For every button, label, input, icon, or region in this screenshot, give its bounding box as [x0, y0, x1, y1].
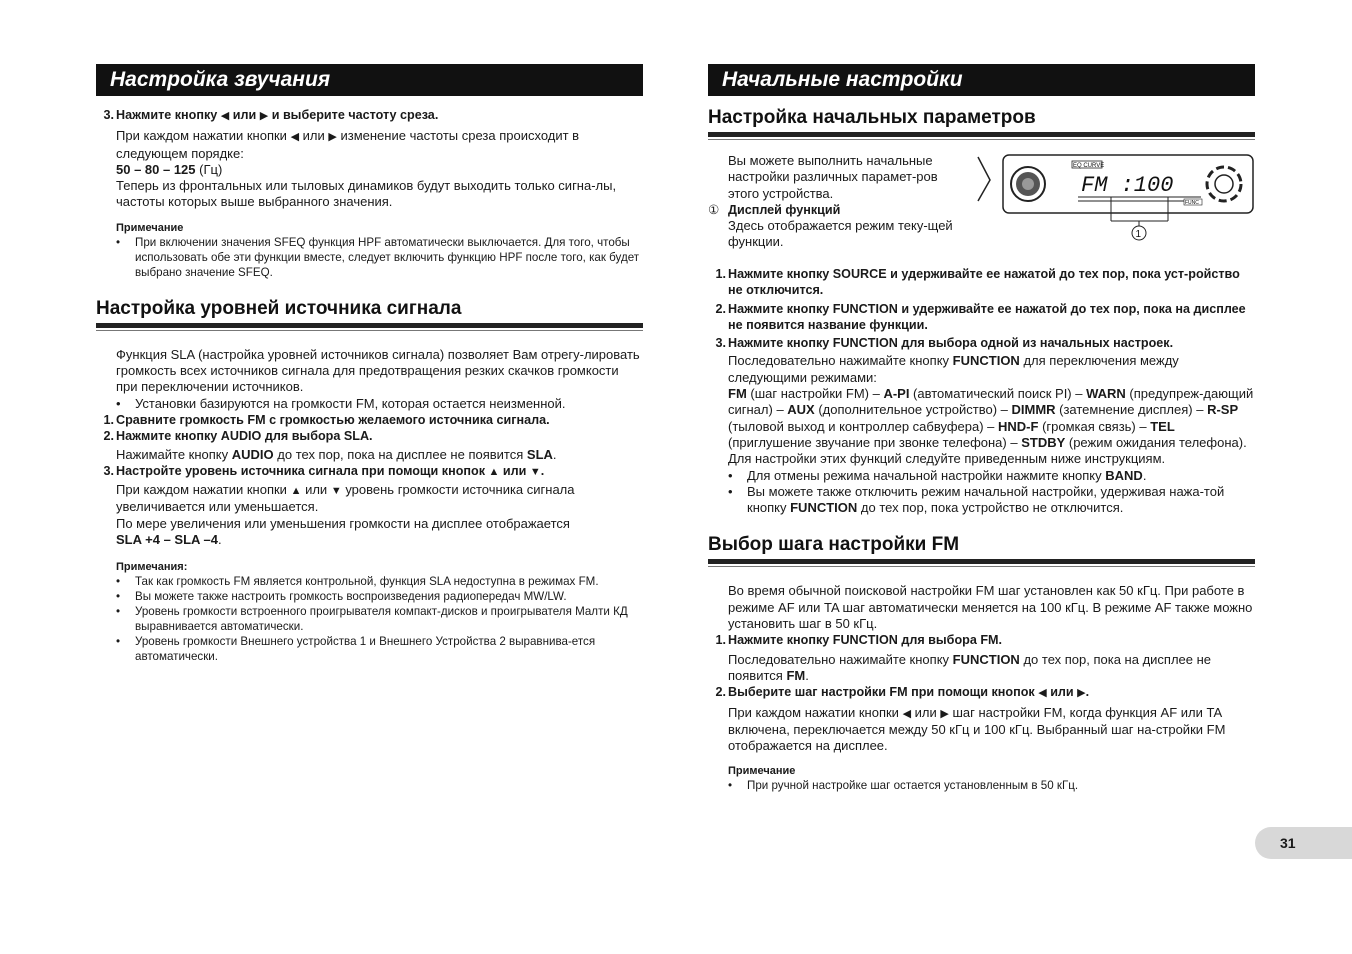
freq-sequence: 50 – 80 – 125 (Гц)	[116, 161, 223, 177]
note-item: • Уровень громкости встроенного проигрывателя компакт-дисков и проигрывателя Малти КД выравнивается автоматически.	[116, 605, 628, 634]
note-title: Примечание	[728, 765, 796, 778]
heading-sla: Настройка уровней источника сигнала	[96, 298, 643, 328]
sla-step-3-desc: При каждом нажатии кнопки ▲ или ▼ уровень громкости источника сигнала увеличивается или уменьшается.	[116, 482, 575, 515]
svg-text:FM :100: FM :100	[1081, 173, 1174, 198]
right-column	[708, 64, 1255, 793]
right-arrow-icon: ▶	[940, 707, 949, 720]
section-title-initial: Начальные настройки	[708, 64, 1255, 96]
sla-intro: Функция SLA (настройка уровней источников сигнала) позволяет Вам отрегу-лировать громкость всех источников сигнала для предотвращения резких скачков громкости при переключении источников.	[116, 346, 640, 395]
sla-step-2-desc: Нажимайте кнопку AUDIO до тех пор, пока на дисплее не появится SLA.	[116, 446, 557, 462]
heading-initial-params: Настройка начальных параметров	[708, 107, 1255, 137]
sla-step-3: 3. Настройте уровень источника сигнала при помощи кнопок ▲ или ▼.	[96, 463, 643, 480]
note-item: • Уровень громкости Внешнего устройства 1 и Внешнего Устройства 2 выравнива-ется автоматически.	[116, 635, 596, 664]
left-arrow-icon: ◀	[220, 110, 230, 122]
crossover-desc: При каждом нажатии кнопки ◀ или ▶ изменение частоты среза происходит в следующем порядке:	[116, 128, 580, 161]
step-3-crossover: 3. Нажмите кнопку ◀ или ▶ и выберите частоту среза.	[96, 107, 643, 124]
note-item: • При включении значения SFEQ функция HPF автоматически выключается. Для того, чтобы использовать обе эти функции вместе, следует включить функцию HPF после того, как будет выбрано значение SFEQ.	[116, 235, 640, 279]
hold-bullet: • Вы можете также отключить режим начальной настройки, удерживая нажа-той кнопку FUNCTION до тех пор, пока устройство не отключится.	[728, 483, 1225, 516]
down-arrow-icon: ▼	[330, 485, 342, 498]
sla-step-1: 1. Сравните громкость FM с громкостью желаемого источника сигнала.	[103, 412, 550, 427]
svg-text:1: 1	[1135, 229, 1142, 240]
up-arrow-icon: ▲	[290, 485, 302, 498]
note-item: • Вы можете также настроить громкость воспроизведения радиопередач MW/LW.	[116, 590, 567, 604]
note-item: • Так как громкость FM является контрольной, функция SLA недоступна в режимах FM.	[116, 575, 599, 589]
sla-bullet: • Установки базируются на громкости FM, которая остается неизменной.	[116, 395, 566, 411]
note-item: • При ручной настройке шаг остается установленным в 50 кГц.	[728, 779, 1079, 793]
sla-range: По мере увеличения или уменьшения громкости на дисплее отображается SLA +4 – SLA –4.	[116, 515, 570, 548]
pointer-arrow-icon	[978, 157, 990, 201]
fm-step-2-desc: При каждом нажатии кнопки ◀ или ▶ шаг настройки FM, когда функция AF или TA включена, переключается между 50 кГц и 100 кГц. Выбранный шаг на-стройки FM отображается на дисплее.	[728, 704, 1226, 754]
section-title-sound: Настройка звучания	[96, 64, 643, 96]
intro-block	[708, 153, 1255, 256]
notes-title: Примечания:	[116, 561, 188, 574]
page-number: 31	[1255, 827, 1352, 859]
display-illustration	[976, 153, 1256, 243]
left-arrow-icon: ◀	[290, 131, 300, 144]
cancel-bullet: • Для отмены режима начальной настройки нажмите кнопку BAND.	[728, 467, 1147, 483]
init-step-3: 3. Нажмите кнопку FUNCTION для выбора одной из начальных настроек.	[715, 336, 1174, 351]
svg-text:FUNC: FUNC	[1185, 200, 1199, 206]
left-arrow-icon: ◀	[902, 707, 912, 720]
fm-step-1: 1. Нажмите кнопку FUNCTION для выбора FM.	[715, 633, 1003, 648]
function-modes-list: FM (шаг настройки FM) – A-PI (автоматический поиск PI) – WARN (предупреж-дающий сигнал) – AUX (дополнительное устройство) – DIMMR (затемнение дисплея) – R-SP (тыловой выход и контроллер сабвуфера) – HND-F (громкая связь) – TEL (приглушение звучание при звонке телефона) – STDBY (режим ожидания телефона).	[728, 386, 1254, 450]
svg-text:EQ CURVE: EQ CURVE	[1073, 163, 1105, 169]
right-arrow-icon: ▶	[259, 110, 269, 122]
up-arrow-icon: ▲	[488, 465, 500, 478]
fm-step-1-desc: Последовательно нажимайте кнопку FUNCTION до тех пор, пока на дисплее не появится FM.	[728, 651, 1212, 683]
intro-text: Вы можете выполнить начальные настройки различных парамет-ров этого устройства.	[728, 153, 938, 201]
head-unit-display	[976, 153, 1256, 245]
init-step-3-desc: Последовательно нажимайте кнопку FUNCTION для переключения между следующими режимами:	[728, 353, 1179, 385]
left-column	[96, 64, 643, 664]
callout-title: ① Дисплей функций	[708, 202, 841, 217]
right-arrow-icon: ▶	[328, 131, 337, 144]
left-arrow-icon: ◀	[1038, 687, 1047, 700]
crossover-result: Теперь из фронтальных или тыловых динамиков будут выходить только сигна-лы, частоты которых выше выбранного значения.	[116, 178, 617, 210]
note-title: Примечание	[116, 221, 184, 234]
init-step-2: 2. Нажмите кнопку FUNCTION и удерживайте ее нажатой до тех пор, пока на дисплее не появится название функции.	[715, 301, 1246, 332]
sla-step-2: 2. Нажмите кнопку AUDIO для выбора SLA.	[103, 429, 373, 444]
fm-step-2: 2. Выберите шаг настройки FM при помощи кнопок ◀ или ▶.	[708, 684, 1255, 701]
callout-desc: Здесь отображается режим теку-щей функции.	[728, 218, 953, 250]
fm-step-intro: Во время обычной поисковой настройки FM шаг установлен как 50 кГц. При работе в режиме AF или TA шаг автоматически меняется на 100 кГц. В режиме AF также можно установить шаг в 50 кГц.	[728, 583, 1253, 632]
down-arrow-icon: ▼	[529, 465, 541, 478]
right-arrow-icon: ▶	[1077, 687, 1086, 700]
follow-instructions: Для настройки этих функций следуйте приведенным ниже инструкциям.	[728, 451, 1166, 467]
heading-fm-step: Выбор шага настройки FM	[708, 534, 1255, 564]
init-step-1: 1. Нажмите кнопку SOURCE и удерживайте ее нажатой до тех пор, пока уст-ройство не отключится.	[715, 267, 1240, 298]
